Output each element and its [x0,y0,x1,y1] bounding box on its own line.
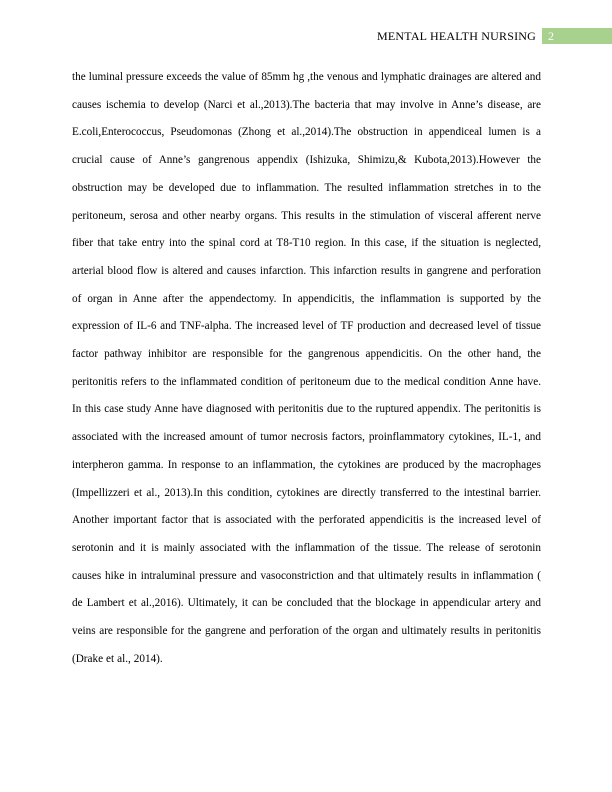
running-head-title: MENTAL HEALTH NURSING [376,29,536,43]
page-number-badge: 2 [542,28,612,44]
page-header [377,27,612,45]
body-paragraph: the luminal pressure exceeds the value of 85mm hg ,the venous and lymphatic drainages are altered and causes ischemia to develop (Narci et al.,2013).The bacteria that may involve in Anne’s disease, are E.coli,Enterococcus, Pseudomonas (Zhong et al.,2014).The obstruction in appendiceal lumen is a crucial cause of Anne’s gangrenous appendix (Ishizuka, Shimizu,& Kubota,2013).However the obstruction may be developed due to inflammation. The resulted inflammation stretches in to the peritoneum, serosa and other nearby organs. This results in the stimulation of visceral afferent nerve fiber that take entry into the spinal cord at T8-T10 region. In this case, if the situation is neglected, arterial blood flow is altered and causes infarction. This infarction results in gangrene and perforation of organ in Anne after the appendectomy. In appendicitis, the inflammation is supported by the expression of IL-6 and TNF-alpha. The increased level of TF production and decreased level of tissue factor pathway inhibitor are responsible for the gangrenous appendicitis. On the other hand, the peritonitis refers to the inflammated condition of peritoneum due to the medical condition Anne have. In this case study Anne have diagnosed with peritonitis due to the ruptured appendix. The peritonitis is associated with the increased amount of tumor necrosis factors, proinflammatory cytokines, IL-1, and interpheron gamma. In response to an inflammation, the cytokines are produced by the macrophages (Impellizzeri et al., 2013).In this condition, cytokines are directly transferred to the intestinal barrier. Another important factor that is associated with the perforated appendicitis is the increased level of serotonin and it is mainly associated with the inflammation of the tissue. The release of serotonin causes hike in intraluminal pressure and vasoconstriction and that ultimately results in inflammation ( de Lambert et al.,2016). Ultimately, it can be concluded that the blockage in appendicular artery and veins are responsible for the gangrene and perforation of the organ and ultimately results in peritonitis (Drake et al., 2014). [72,71,541,665]
